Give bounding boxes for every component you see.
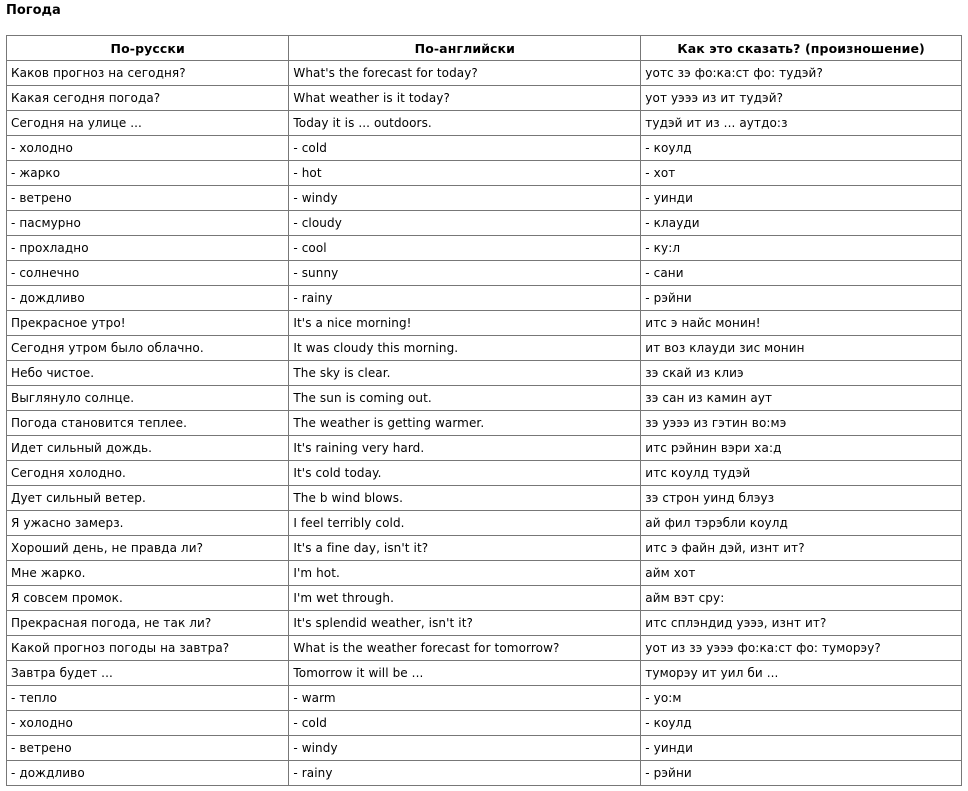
cell-english: It's a nice morning! bbox=[289, 311, 641, 336]
table-row bbox=[7, 686, 962, 711]
cell-english: - cold bbox=[289, 711, 641, 736]
cell-english: It's cold today. bbox=[289, 461, 641, 486]
cell-pronunciation: ай фил тэрэбли коулд bbox=[641, 511, 962, 536]
cell-russian: - пасмурно bbox=[7, 211, 289, 236]
table-row bbox=[7, 186, 962, 211]
cell-pronunciation: айм хот bbox=[641, 561, 962, 586]
cell-pronunciation: - уинди bbox=[641, 186, 962, 211]
cell-english: It's a fine day, isn't it? bbox=[289, 536, 641, 561]
table-row bbox=[7, 211, 962, 236]
cell-english: - windy bbox=[289, 186, 641, 211]
cell-english: I'm hot. bbox=[289, 561, 641, 586]
cell-russian: - ветрено bbox=[7, 736, 289, 761]
cell-russian: Какой прогноз погоды на завтра? bbox=[7, 636, 289, 661]
cell-pronunciation: итс коулд тудэй bbox=[641, 461, 962, 486]
cell-english: It was cloudy this morning. bbox=[289, 336, 641, 361]
table-row bbox=[7, 361, 962, 386]
cell-pronunciation: зэ скай из клиэ bbox=[641, 361, 962, 386]
cell-english: The sun is coming out. bbox=[289, 386, 641, 411]
table-row bbox=[7, 261, 962, 286]
cell-russian: Прекрасное утро! bbox=[7, 311, 289, 336]
cell-english: - hot bbox=[289, 161, 641, 186]
cell-english: What's the forecast for today? bbox=[289, 61, 641, 86]
cell-russian: Сегодня утром было облачно. bbox=[7, 336, 289, 361]
cell-pronunciation: итс рэйнин вэри ха:д bbox=[641, 436, 962, 461]
table-row bbox=[7, 661, 962, 686]
table-row bbox=[7, 536, 962, 561]
table-row bbox=[7, 236, 962, 261]
table-row bbox=[7, 611, 962, 636]
page-title: Погода bbox=[6, 3, 61, 18]
cell-russian: - холодно bbox=[7, 711, 289, 736]
cell-russian: - жарко bbox=[7, 161, 289, 186]
cell-english: Tomorrow it will be ... bbox=[289, 661, 641, 686]
cell-pronunciation: - клауди bbox=[641, 211, 962, 236]
cell-russian: - ветрено bbox=[7, 186, 289, 211]
cell-pronunciation: уотс зэ фо:ка:ст фо: тудэй? bbox=[641, 61, 962, 86]
column-header-english: По-английски bbox=[289, 36, 641, 61]
cell-english: - cloudy bbox=[289, 211, 641, 236]
cell-russian: Я ужасно замерз. bbox=[7, 511, 289, 536]
cell-english: The weather is getting warmer. bbox=[289, 411, 641, 436]
cell-russian: Хороший день, не правда ли? bbox=[7, 536, 289, 561]
cell-pronunciation: - сани bbox=[641, 261, 962, 286]
table-row bbox=[7, 411, 962, 436]
table-row bbox=[7, 386, 962, 411]
cell-russian: Какая сегодня погода? bbox=[7, 86, 289, 111]
cell-russian: Каков прогноз на сегодня? bbox=[7, 61, 289, 86]
table-header-row bbox=[7, 36, 962, 61]
cell-russian: - холодно bbox=[7, 136, 289, 161]
cell-russian: Завтра будет ... bbox=[7, 661, 289, 686]
cell-pronunciation: - хот bbox=[641, 161, 962, 186]
table-row bbox=[7, 61, 962, 86]
cell-pronunciation: итс э файн дэй, изнт ит? bbox=[641, 536, 962, 561]
cell-pronunciation: зэ сан из камин аут bbox=[641, 386, 962, 411]
cell-pronunciation: - рэйни bbox=[641, 286, 962, 311]
cell-pronunciation: - коулд bbox=[641, 136, 962, 161]
cell-russian: - дождливо bbox=[7, 286, 289, 311]
phrase-table bbox=[6, 35, 962, 786]
table-row bbox=[7, 561, 962, 586]
cell-english: What is the weather forecast for tomorrow? bbox=[289, 636, 641, 661]
table-row bbox=[7, 86, 962, 111]
column-header-pronunciation: Как это сказать? (произношение) bbox=[641, 36, 962, 61]
table-row bbox=[7, 436, 962, 461]
table-row bbox=[7, 311, 962, 336]
table-row bbox=[7, 586, 962, 611]
table-row bbox=[7, 486, 962, 511]
table-row bbox=[7, 636, 962, 661]
cell-english: - rainy bbox=[289, 761, 641, 786]
cell-russian: Сегодня холодно. bbox=[7, 461, 289, 486]
cell-english: It's raining very hard. bbox=[289, 436, 641, 461]
cell-pronunciation: - уо:м bbox=[641, 686, 962, 711]
cell-english: - cool bbox=[289, 236, 641, 261]
cell-pronunciation: уот из зэ уэээ фо:ка:ст фо: туморэу? bbox=[641, 636, 962, 661]
cell-pronunciation: айм вэт сру: bbox=[641, 586, 962, 611]
cell-pronunciation: туморэу ит уил би ... bbox=[641, 661, 962, 686]
cell-pronunciation: зэ уэээ из гэтин во:мэ bbox=[641, 411, 962, 436]
cell-russian: Сегодня на улице ... bbox=[7, 111, 289, 136]
cell-pronunciation: уот уэээ из ит тудэй? bbox=[641, 86, 962, 111]
cell-pronunciation: - рэйни bbox=[641, 761, 962, 786]
table-row bbox=[7, 336, 962, 361]
cell-russian: - солнечно bbox=[7, 261, 289, 286]
table-row bbox=[7, 461, 962, 486]
cell-russian: - тепло bbox=[7, 686, 289, 711]
cell-english: It's splendid weather, isn't it? bbox=[289, 611, 641, 636]
cell-english: What weather is it today? bbox=[289, 86, 641, 111]
cell-russian: Небо чистое. bbox=[7, 361, 289, 386]
cell-russian: Выглянуло солнце. bbox=[7, 386, 289, 411]
table-row bbox=[7, 136, 962, 161]
cell-pronunciation: тудэй ит из ... аутдо:з bbox=[641, 111, 962, 136]
cell-russian: - прохладно bbox=[7, 236, 289, 261]
cell-pronunciation: - коулд bbox=[641, 711, 962, 736]
cell-russian: Погода становится теплее. bbox=[7, 411, 289, 436]
table-row bbox=[7, 286, 962, 311]
cell-english: - cold bbox=[289, 136, 641, 161]
table-row bbox=[7, 111, 962, 136]
column-header-russian: По-русски bbox=[7, 36, 289, 61]
cell-pronunciation: - уинди bbox=[641, 736, 962, 761]
cell-english: The sky is clear. bbox=[289, 361, 641, 386]
cell-english: - sunny bbox=[289, 261, 641, 286]
cell-russian: Идет сильный дождь. bbox=[7, 436, 289, 461]
cell-english: Today it is ... outdoors. bbox=[289, 111, 641, 136]
cell-russian: Дует сильный ветер. bbox=[7, 486, 289, 511]
table-row bbox=[7, 511, 962, 536]
cell-pronunciation: ит воз клауди зис монин bbox=[641, 336, 962, 361]
table-row bbox=[7, 761, 962, 786]
cell-russian: - дождливо bbox=[7, 761, 289, 786]
cell-pronunciation: итс сплэндид уэээ, изнт ит? bbox=[641, 611, 962, 636]
cell-russian: Я совсем промок. bbox=[7, 586, 289, 611]
cell-pronunciation: зэ строн уинд блэуз bbox=[641, 486, 962, 511]
table-row bbox=[7, 736, 962, 761]
cell-english: - windy bbox=[289, 736, 641, 761]
cell-english: - rainy bbox=[289, 286, 641, 311]
cell-english: The b wind blows. bbox=[289, 486, 641, 511]
cell-russian: Мне жарко. bbox=[7, 561, 289, 586]
cell-english: - warm bbox=[289, 686, 641, 711]
table-row bbox=[7, 161, 962, 186]
table-row bbox=[7, 711, 962, 736]
cell-pronunciation: - ку:л bbox=[641, 236, 962, 261]
cell-english: I feel terribly cold. bbox=[289, 511, 641, 536]
cell-pronunciation: итс э найс монин! bbox=[641, 311, 962, 336]
cell-english: I'm wet through. bbox=[289, 586, 641, 611]
cell-russian: Прекрасная погода, не так ли? bbox=[7, 611, 289, 636]
